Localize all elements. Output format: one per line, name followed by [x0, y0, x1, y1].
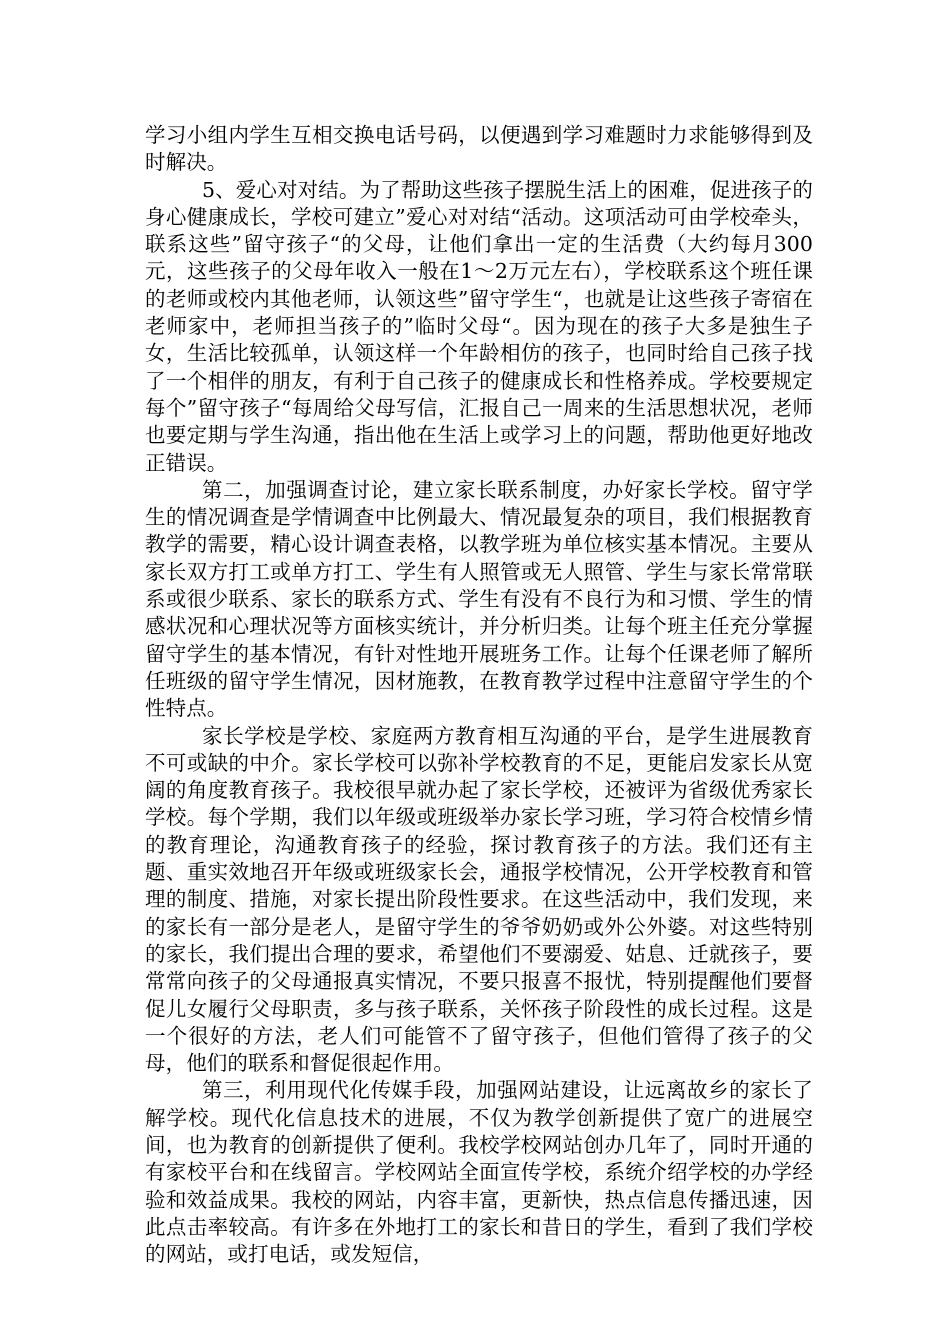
paragraph-1: 学习小组内学生互相交换电话号码，以便遇到学习难题时力求能够得到及时解决。	[145, 123, 813, 175]
paragraph-2: 5、爱心对对结。为了帮助这些孩子摆脱生活上的困难，促进孩子的身心健康成长，学校可建立”爱心对对结“活动。这项活动可由学校牵头，联系这些”留守孩子“的父母，让他们拿出一定的生活费（大约每月300元，这些孩子的父母年收入一般在1～2万元左右），学校联系这个班任课的老师或校内其他老师，认领这些”留守学生“，也就是让这些孩子寄宿在老师家中，老师担当孩子的”临时父母“。因为现在的孩子大多是独生子女，生活比较孤单，认领这样一个年龄相仿的孩子，也同时给自己孩子找了一个相伴的朋友，有利于自己孩子的健康成长和性格养成。学校要规定每个”留守孩子“每周给父母写信，汇报自己一周来的生活思想状况，老师也要定期与学生沟通，指出他在生活上或学习上的问题，帮助他更好地改正错误。	[145, 177, 813, 475]
paragraph-4: 家长学校是学校、家庭两方教育相互沟通的平台，是学生进展教育不可或缺的中介。家长学校可以弥补学校教育的不足，更能启发家长从宽阔的角度教育孩子。我校很早就办起了家长学校，还被评为省级优秀家长学校。每个学期，我们以年级或班级举办家长学习班，学习符合校情乡情的教育理论，沟通教育孩子的经验，探讨教育孩子的方法。我们还有主题、重实效地召开年级或班级家长会，通报学校情况，公开学校教育和管理的制度、措施，对家长提出阶段性要求。在这些活动中，我们发现，来的家长有一部分是老人，是留守学生的爷爷奶奶或外公外婆。对这些特别的家长，我们提出合理的要求，希望他们不要溺爱、姑息、迁就孩子，要常常向孩子的父母通报真实情况，不要只报喜不报忧，特别提醒他们要督促儿女履行父母职责，多与孩子联系，关怀孩子阶段性的成长过程。这是一个很好的方法，老人们可能管不了留守孩子，但他们管得了孩子的父母，他们的联系和督促很起作用。	[145, 723, 813, 1076]
paragraph-3: 第二，加强调查讨论，建立家长联系制度，办好家长学校。留守学生的情况调查是学情调查中比例最大、情况最复杂的项目，我们根据教育教学的需要，精心设计调查表格，以教学班为单位核实基本情况。主要从家长双方打工或单方打工、学生有人照管或无人照管、学生与家长常常联系或很少联系、家长的联系方式、学生有没有不良行为和习惯、学生的情感状况和心理状况等方面核实统计，并分析归类。让每个班主任充分掌握留守学生的基本情况，有针对性地开展班务工作。让每个任课老师了解所任班级的留守学生情况，因材施教，在教育教学过程中注意留守学生的个性特点。	[145, 477, 813, 721]
paragraph-5: 第三，利用现代化传媒手段，加强网站建设，让远离故乡的家长了解学校。现代化信息技术的进展，不仅为教学创新提供了宽广的进展空间，也为教育的创新提供了便利。我校学校网站创办几年了，同时开通的有家校平台和在线留言。学校网站全面宣传学校，系统介绍学校的办学经验和效益成果。我校的网站，内容丰富，更新快，热点信息传播迅速，因此点击率较高。有许多在外地打工的家长和昔日的学生，看到了我们学校的网站，或打电话，或发短信，	[145, 1078, 813, 1267]
document-body	[145, 122, 813, 1268]
